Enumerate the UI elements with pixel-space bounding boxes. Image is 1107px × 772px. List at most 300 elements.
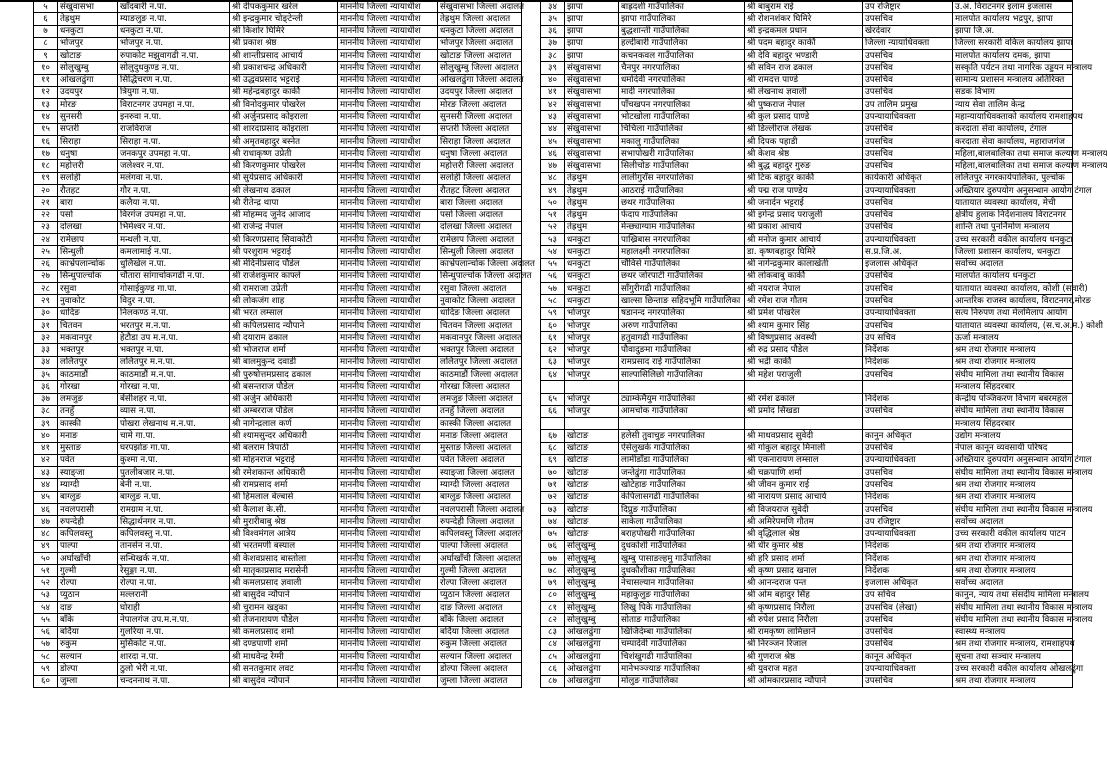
officer-name-cell: श्री इन्द्रकमल प्रधान [745, 25, 863, 37]
table-row [541, 270, 1073, 282]
table-row [541, 86, 1073, 98]
designation-cell: माननीय जिल्ला न्यायाधीश [338, 381, 438, 393]
serial-number-cell: ९ [34, 50, 58, 62]
local-body-cell: धनकुटा न.पा. [118, 25, 230, 37]
designation-cell: खेरदेवार [863, 25, 953, 37]
designation-cell: माननीय जिल्ला न्यायाधीश [338, 442, 438, 454]
office-cell: उद्योग मन्त्रालय [953, 430, 1073, 442]
local-body-cell: हल्दीबारी गाउँपालिका [619, 37, 745, 49]
district-cell: भोजपुर [565, 356, 619, 368]
designation-cell: माननीय जिल्ला न्यायाधीश [338, 86, 438, 98]
table-row [34, 246, 522, 258]
district-cell: संखुवासभा [565, 123, 619, 135]
serial-number-cell: ८१ [541, 602, 565, 614]
officer-name-cell: श्री नारायण प्रसाद आचार्य [745, 491, 863, 503]
officer-name-cell: श्री रमेश ढकाल [745, 393, 863, 405]
district-cell: ओखलढुंगा [565, 675, 619, 687]
district-cell: धनुषा [58, 148, 118, 160]
table-row [34, 393, 522, 405]
officer-name-cell: श्री डिल्लीराज लेखक [745, 123, 863, 135]
designation-cell: माननीय जिल्ला न्यायाधीश [338, 160, 438, 172]
right-table [540, 0, 1107, 688]
table-row [541, 332, 1073, 344]
serial-number-cell: ८२ [541, 614, 565, 626]
local-body-cell: रामप्रसाद राई गाउँपालिका [619, 356, 745, 368]
table-row [541, 221, 1073, 233]
district-cell: धनकुटा [565, 283, 619, 295]
table-row [541, 540, 1073, 552]
local-body-cell: मोलुङ गाउँपालिका [619, 675, 745, 687]
district-cell: सोलुखुम्बु [565, 577, 619, 589]
officer-name-cell: श्री पुरुषोत्तमप्रसाद ढकाल [230, 368, 338, 380]
local-body-cell: हतुवागढी गाउँपालिका [619, 332, 745, 344]
office-cell: सल्यान जिल्ला अदालत [438, 651, 522, 663]
table-row [541, 552, 1073, 564]
designation-cell: निर्देशक [863, 393, 953, 405]
serial-number-cell: ३५ [541, 13, 565, 25]
district-cell: भोजपुर [58, 37, 118, 49]
designation-cell: जिल्ला न्यायाधिवक्ता [863, 37, 953, 49]
district-cell: गोरखा [58, 381, 118, 393]
district-cell: सिन्धुली [58, 246, 118, 258]
district-cell: मनाङ [58, 430, 118, 442]
table-row [541, 442, 1073, 454]
serial-number-cell: ६५ [541, 393, 565, 405]
local-body-cell: भोजपुर न.पा. [118, 37, 230, 49]
local-body-cell: भरतपुर म.न.पा. [118, 319, 230, 331]
table-row [541, 675, 1073, 687]
office-cell: जिल्ला सरकारी वकिल कार्यालय झापा [953, 37, 1073, 49]
office-cell: करदाता सेवा कार्यालय, टंगाल [953, 123, 1073, 135]
district-cell: धनकुटा [565, 246, 619, 258]
district-cell: तेह्रथुम [565, 209, 619, 221]
district-cell: संखुवासभा [565, 148, 619, 160]
office-cell: श्रम तथा रोजगार मन्त्रालय [953, 540, 1073, 552]
district-cell: खोटाङ [565, 467, 619, 479]
office-cell: यातायात व्यवस्था कार्यालय, कोशी (सवारी) [953, 283, 1073, 295]
serial-number-cell: ८५ [541, 651, 565, 663]
local-body-cell: ललितपुर म.न.पा. [118, 356, 230, 368]
district-cell: मकवानपुर [58, 332, 118, 344]
office-cell: स्वास्थ्य मन्त्रालय [953, 626, 1073, 638]
local-body-cell: पुतलीबजार न.पा. [118, 467, 230, 479]
serial-number-cell: ३९ [541, 62, 565, 74]
designation-cell [863, 381, 953, 393]
table-row [541, 123, 1073, 135]
table-row [34, 675, 522, 687]
local-body-cell: हलेसी तुवाचुङ नगरपालिका [619, 430, 745, 442]
table-row [34, 540, 522, 552]
officer-name-cell: श्री शारदाप्रसाद कोइराला [230, 123, 338, 135]
office-cell: पर्सा जिल्ला अदालत [438, 209, 522, 221]
local-body-cell: पाँचखपन नगरपालिका [619, 99, 745, 111]
district-cell: भोजपुर [565, 344, 619, 356]
district-cell: भोजपुर [565, 393, 619, 405]
table-row [541, 418, 1073, 430]
office-cell: सडक विभाग [953, 86, 1073, 98]
office-cell: श्रम तथा रोजगार मन्त्रालय [953, 344, 1073, 356]
officer-name-cell: श्री अर्जुनप्रसाद कोइराला [230, 111, 338, 123]
officer-name-cell: श्री टिक बहादुर कार्की [745, 172, 863, 184]
office-cell: लमजुङ जिल्ला अदालत [438, 393, 522, 405]
table-row [34, 565, 522, 577]
office-cell: सर्वोच्च अदालत [953, 577, 1073, 589]
designation-cell: उपसचिव [863, 479, 953, 491]
designation-cell: माननीय जिल्ला न्यायाधीश [338, 577, 438, 589]
officer-name-cell: श्री लेखनाथ ढकाल [230, 184, 338, 196]
office-cell: सर्लाही जिल्ला अदालत [438, 172, 522, 184]
officer-name-cell: श्री लोकजंग शाह [230, 295, 338, 307]
local-body-cell: भक्तपुर न.पा. [118, 344, 230, 356]
district-cell: अर्घाखाँची [58, 552, 118, 564]
serial-number-cell: ७८ [541, 565, 565, 577]
serial-number-cell: १६ [34, 135, 58, 147]
serial-number-cell: २४ [34, 234, 58, 246]
left-table [33, 0, 535, 688]
district-cell: सप्तरी [58, 123, 118, 135]
designation-cell: माननीय जिल्ला न्यायाधीश [338, 270, 438, 282]
officer-name-cell: श्री बसन्तराज पौडेल [230, 381, 338, 393]
local-body-cell: विदुर न.पा. [118, 295, 230, 307]
serial-number-cell: ३४ [541, 1, 565, 13]
district-cell: संखुवासभा [565, 111, 619, 123]
local-body-cell: ट्याम्केमैयुम गाउँपालिका [619, 393, 745, 405]
officer-name-cell: श्री विष्णुप्रसाद अवस्थी [745, 332, 863, 344]
office-cell: सूचना तथा सञ्चार मन्त्रालय [953, 651, 1073, 663]
designation-cell: माननीय जिल्ला न्यायाधीश [338, 626, 438, 638]
serial-number-cell: ३५ [34, 368, 58, 380]
designation-cell: माननीय जिल्ला न्यायाधीश [338, 405, 438, 417]
officer-name-cell: श्री राजेशकुमार काफ्ले [230, 270, 338, 282]
office-cell: करदाता सेवा कार्यालय, महाराजगंज [953, 135, 1073, 147]
officer-name-cell: श्री प्रमोद सिंखडा [745, 405, 863, 417]
district-cell: धादिङ [58, 307, 118, 319]
serial-number-cell: ५९ [34, 663, 58, 675]
table-row [34, 25, 522, 37]
designation-cell: उपसचिव [863, 135, 953, 147]
designation-cell: उपन्यायाधिवक्ता [863, 111, 953, 123]
officer-name-cell: श्री माधवप्रसाद सुवेदी [745, 430, 863, 442]
designation-cell: माननीय जिल्ला न्यायाधीश [338, 565, 438, 577]
district-cell: खोटाङ [565, 516, 619, 528]
table-row [541, 503, 1073, 515]
officer-name-cell: श्री चुरामन खड्का [230, 602, 338, 614]
designation-cell: माननीय जिल्ला न्यायाधीश [338, 197, 438, 209]
officer-name-cell: श्री परशुराम भट्टराई [230, 246, 338, 258]
serial-number-cell: ७९ [541, 577, 565, 589]
table-row [34, 626, 522, 638]
designation-cell: उपन्यायाधिवक्ता [863, 307, 953, 319]
serial-number-cell: १३ [34, 99, 58, 111]
designation-cell: माननीय जिल्ला न्यायाधीश [338, 467, 438, 479]
officer-name-cell: श्री महेश पराजुली [745, 368, 863, 380]
district-cell: भोजपुर [565, 405, 619, 417]
serial-number-cell: १४ [34, 111, 58, 123]
office-cell: काठमाडौं जिल्ला अदालत [438, 368, 522, 380]
serial-number-cell: ८३ [541, 626, 565, 638]
officer-name-cell: श्री कृष्ण प्रसाद खनाल [745, 565, 863, 577]
officer-name-cell: श्री केशव श्रेष्ठ [745, 148, 863, 160]
officer-name-cell: श्री रामराजा उप्रेती [230, 283, 338, 295]
designation-cell: उपसचिव [863, 197, 953, 209]
designation-cell: उपन्यायाधिवक्ता [863, 234, 953, 246]
table-row [541, 148, 1073, 160]
officer-name-cell: श्री नयराज नेपाल [745, 283, 863, 295]
serial-number-cell: ४३ [34, 467, 58, 479]
serial-number-cell: ४७ [34, 516, 58, 528]
serial-number-cell: ७० [541, 467, 565, 479]
local-body-cell: चौविसे गाउँपालिका [619, 258, 745, 270]
office-cell: दोलखा जिल्ला अदालत [438, 221, 522, 233]
table-row [34, 528, 522, 540]
local-body-cell: साँगुरीगढी गाउँपालिका [619, 283, 745, 295]
local-body-cell: पाख्रिबास नगरपालिका [619, 234, 745, 246]
designation-cell: उपसचिव [863, 675, 953, 687]
officer-name-cell: श्री बासुदेव न्यौपाने [230, 675, 338, 687]
serial-number-cell: २७ [34, 270, 58, 282]
serial-number-cell: ५३ [541, 234, 565, 246]
local-body-cell: खाल्सा छिन्ताङ सहिदभूमि गाउँपालिका [619, 295, 745, 307]
table-row [541, 184, 1073, 196]
local-body-cell: खाँदबारी न.पा. [118, 1, 230, 13]
local-body-cell: छथर गाउँपालिका [619, 197, 745, 209]
officer-name-cell: श्री किरणप्रसाद सिवाकोटी [230, 234, 338, 246]
designation-cell: माननीय जिल्ला न्यायाधीश [338, 37, 438, 49]
serial-number-cell: ४० [34, 430, 58, 442]
district-cell: खोटाङ [58, 50, 118, 62]
local-body-cell: जन्तेढुंगा गाउँपालिका [619, 467, 745, 479]
designation-cell: उपसचिव [863, 626, 953, 638]
office-cell: श्रम तथा रोजगार मन्त्रालय [953, 356, 1073, 368]
serial-number-cell: ४७ [541, 160, 565, 172]
district-cell: गुल्मी [58, 565, 118, 577]
office-cell: मकवानपुर जिल्ला अदालत [438, 332, 522, 344]
district-cell: काठमाडौं [58, 368, 118, 380]
office-cell: मालपोत कार्यालय दमक, झापा [953, 50, 1073, 62]
table-row [541, 246, 1073, 258]
district-cell: तेह्रथुम [565, 197, 619, 209]
table-row [34, 172, 522, 184]
local-body-cell: चामे गा.पा. [118, 430, 230, 442]
designation-cell: माननीय जिल्ला न्यायाधीश [338, 221, 438, 233]
local-body-cell: भिमेश्वर न.पा. [118, 221, 230, 233]
designation-cell: उपसचिव [863, 74, 953, 86]
serial-number-cell [541, 418, 565, 430]
district-cell: महोत्तरी [58, 160, 118, 172]
office-cell: गुल्मी जिल्ला अदालत [438, 565, 522, 577]
officer-name-cell: श्री किरणकुमार पोखरेल [230, 160, 338, 172]
serial-number-cell: ११ [34, 74, 58, 86]
district-cell: नुवाकोट [58, 295, 118, 307]
serial-number-cell: ६ [34, 13, 58, 25]
local-body-cell: शारदा न.पा. [118, 651, 230, 663]
local-body-cell: खिजिदेम्बा गाउँपालिका [619, 626, 745, 638]
right-table-body [541, 1, 1107, 688]
table-row [541, 491, 1073, 503]
local-body-cell: नेपालगंज उप.म.न.पा. [118, 614, 230, 626]
district-cell: सोलुखुम्बु [565, 589, 619, 601]
local-body-cell: आठराई गाउँपालिका [619, 184, 745, 196]
designation-cell: माननीय जिल्ला न्यायाधीश [338, 307, 438, 319]
serial-number-cell: ४१ [34, 442, 58, 454]
serial-number-cell: ३२ [34, 332, 58, 344]
designation-cell: माननीय जिल्ला न्यायाधीश [338, 503, 438, 515]
district-cell: ओखलढुंगा [565, 638, 619, 650]
serial-number-cell: ६७ [541, 430, 565, 442]
table-row [34, 1, 522, 13]
table-row [34, 270, 522, 282]
district-cell: ललितपुर [58, 356, 118, 368]
designation-cell: उपसचिव [863, 614, 953, 626]
table-row [34, 62, 522, 74]
designation-cell: उपसचिव [863, 405, 953, 417]
designation-cell: माननीय जिल्ला न्यायाधीश [338, 614, 438, 626]
officer-name-cell: श्री केशवप्रसाद बास्तोला [230, 552, 338, 564]
serial-number-cell: २५ [34, 246, 58, 258]
designation-cell: माननीय जिल्ला न्यायाधीश [338, 25, 438, 37]
designation-cell: निर्देशक [863, 356, 953, 368]
serial-number-cell: ८७ [541, 675, 565, 687]
office-cell: सर्वोच्च अदालत [953, 516, 1073, 528]
local-body-cell: कपिलवस्तु न.पा. [118, 528, 230, 540]
district-cell: बारा [58, 197, 118, 209]
office-cell: रोल्पा जिल्ला अदालत [438, 577, 522, 589]
office-cell: सामान्य प्रशासन मन्त्रालय अतिरिक्त [953, 74, 1073, 86]
office-cell: रसुवा जिल्ला अदालत [438, 283, 522, 295]
office-cell: सुनसरी जिल्ला अदालत [438, 111, 522, 123]
office-cell: बाँके जिल्ला अदालत [438, 614, 522, 626]
serial-number-cell: २१ [34, 197, 58, 209]
office-cell: श्रम तथा रोजगार मन्त्रालय [953, 675, 1073, 687]
table-row [541, 368, 1073, 380]
local-body-cell: साकेला गाउँपालिका [619, 516, 745, 528]
district-cell [565, 418, 619, 430]
table-row [541, 99, 1073, 111]
local-body-cell [619, 381, 745, 393]
serial-number-cell: ४९ [541, 184, 565, 196]
designation-cell: माननीय जिल्ला न्यायाधीश [338, 209, 438, 221]
designation-cell: इजलास अधिकृत [863, 577, 953, 589]
local-body-cell: गुलरिया न.पा. [118, 626, 230, 638]
local-body-cell: महालक्ष्मी नगरपालिका [619, 246, 745, 258]
table-row [34, 344, 522, 356]
local-body-cell: हेटौडा उप म.न.पा. [118, 332, 230, 344]
local-body-cell: केपिलासगढी गाउँपालिका [619, 491, 745, 503]
designation-cell: माननीय जिल्ला न्यायाधीश [338, 602, 438, 614]
serial-number-cell: २२ [34, 209, 58, 221]
office-cell: संघीय मामिला तथा स्थानीय विकास मन्त्रालय [953, 602, 1073, 614]
serial-number-cell: २८ [34, 283, 58, 295]
table-row [541, 258, 1073, 270]
office-cell: श्रम तथा रोजगार मन्त्रालय [953, 565, 1073, 577]
table-row [34, 442, 522, 454]
serial-number-cell: ५२ [541, 221, 565, 233]
district-cell: म्याग्दी [58, 479, 118, 491]
table-row [34, 503, 522, 515]
designation-cell: माननीय जिल्ला न्यायाधीश [338, 50, 438, 62]
serial-number-cell: १७ [34, 148, 58, 160]
table-row [541, 62, 1073, 74]
table-row [34, 74, 522, 86]
officer-name-cell: श्री धीर कुमार श्रेष्ठ [745, 540, 863, 552]
local-body-cell: गोरखा न.पा. [118, 381, 230, 393]
district-cell: सोलुखुम्बु [58, 62, 118, 74]
designation-cell: माननीय जिल्ला न्यायाधीश [338, 295, 438, 307]
serial-number-cell: २० [34, 184, 58, 196]
table-row [541, 430, 1073, 442]
local-body-cell: रोल्पा न.पा. [118, 577, 230, 589]
designation-cell: कार्यकारी अधिकृत [863, 172, 953, 184]
office-cell: केन्द्रीय पञ्जिकरण विभाग बबरमहल [953, 393, 1073, 405]
designation-cell: उपन्यायाधिवक्ता [863, 663, 953, 675]
table-row [34, 99, 522, 111]
table-row [34, 197, 522, 209]
designation-cell [863, 418, 953, 430]
officer-name-cell: श्री निरञ्जन रिजाल [745, 638, 863, 650]
table-row [541, 135, 1073, 147]
designation-cell: माननीय जिल्ला न्यायाधीश [338, 552, 438, 564]
local-body-cell: सोलुदुधकुण्ड न.पा. [118, 62, 230, 74]
office-cell: नुवाकोट जिल्ला अदालत [438, 295, 522, 307]
table-row [34, 430, 522, 442]
designation-cell: उपसचिव [863, 295, 953, 307]
officer-name-cell: श्री विश्वमंगल आत्रेय [230, 528, 338, 540]
designation-cell: उपसचिव [863, 13, 953, 25]
office-cell: म्याग्दी जिल्ला अदालत [438, 479, 522, 491]
serial-number-cell: १८ [34, 160, 58, 172]
local-body-cell: आमचोक गाउँपालिका [619, 405, 745, 417]
district-cell: रुपन्देही [58, 516, 118, 528]
table-row [34, 123, 522, 135]
serial-number-cell: २३ [34, 221, 58, 233]
table-row [34, 368, 522, 380]
district-cell: रामेछाप [58, 234, 118, 246]
officer-name-cell: श्री मोहनराज भट्टराई [230, 454, 338, 466]
serial-number-cell: २९ [34, 295, 58, 307]
local-body-cell: मल्लरानी [118, 589, 230, 601]
office-cell: बर्दिया जिल्ला अदालत [438, 626, 522, 638]
serial-number-cell: ५८ [541, 295, 565, 307]
local-body-cell: निलकण्ठ न.पा. [118, 307, 230, 319]
district-cell: मुस्ताङ [58, 442, 118, 454]
serial-number-cell [541, 381, 565, 393]
left-table-body [34, 1, 535, 688]
serial-number-cell: ५६ [541, 270, 565, 282]
officer-name-cell: श्री एकनारायण लम्साल [745, 454, 863, 466]
serial-number-cell: ६४ [541, 368, 565, 380]
serial-number-cell: ३६ [34, 381, 58, 393]
officer-name-cell: श्री मनोज कुमार आचार्य [745, 234, 863, 246]
office-cell: चितवन जिल्ला अदालत [438, 319, 522, 331]
serial-number-cell: ५२ [34, 577, 58, 589]
local-body-cell: व्यास न.पा. [118, 405, 230, 417]
office-cell: बारा जिल्ला अदालत [438, 197, 522, 209]
serial-number-cell: ७५ [541, 528, 565, 540]
officer-name-cell: श्री बालमुकुन्द दवाडी [230, 356, 338, 368]
table-row [541, 50, 1073, 62]
district-cell: रुकुम [58, 638, 118, 650]
office-cell: पर्वत जिल्ला अदालत [438, 454, 522, 466]
table-row [541, 614, 1073, 626]
serial-number-cell: ६९ [541, 454, 565, 466]
district-cell: स्याङ्जा [58, 467, 118, 479]
table-row [34, 50, 522, 62]
district-cell: झापा [565, 13, 619, 25]
district-cell: भोजपुर [565, 319, 619, 331]
serial-number-cell: ३८ [541, 50, 565, 62]
local-body-cell: चिशंखुगढी गाउँपालिका [619, 651, 745, 663]
table-row [541, 25, 1073, 37]
